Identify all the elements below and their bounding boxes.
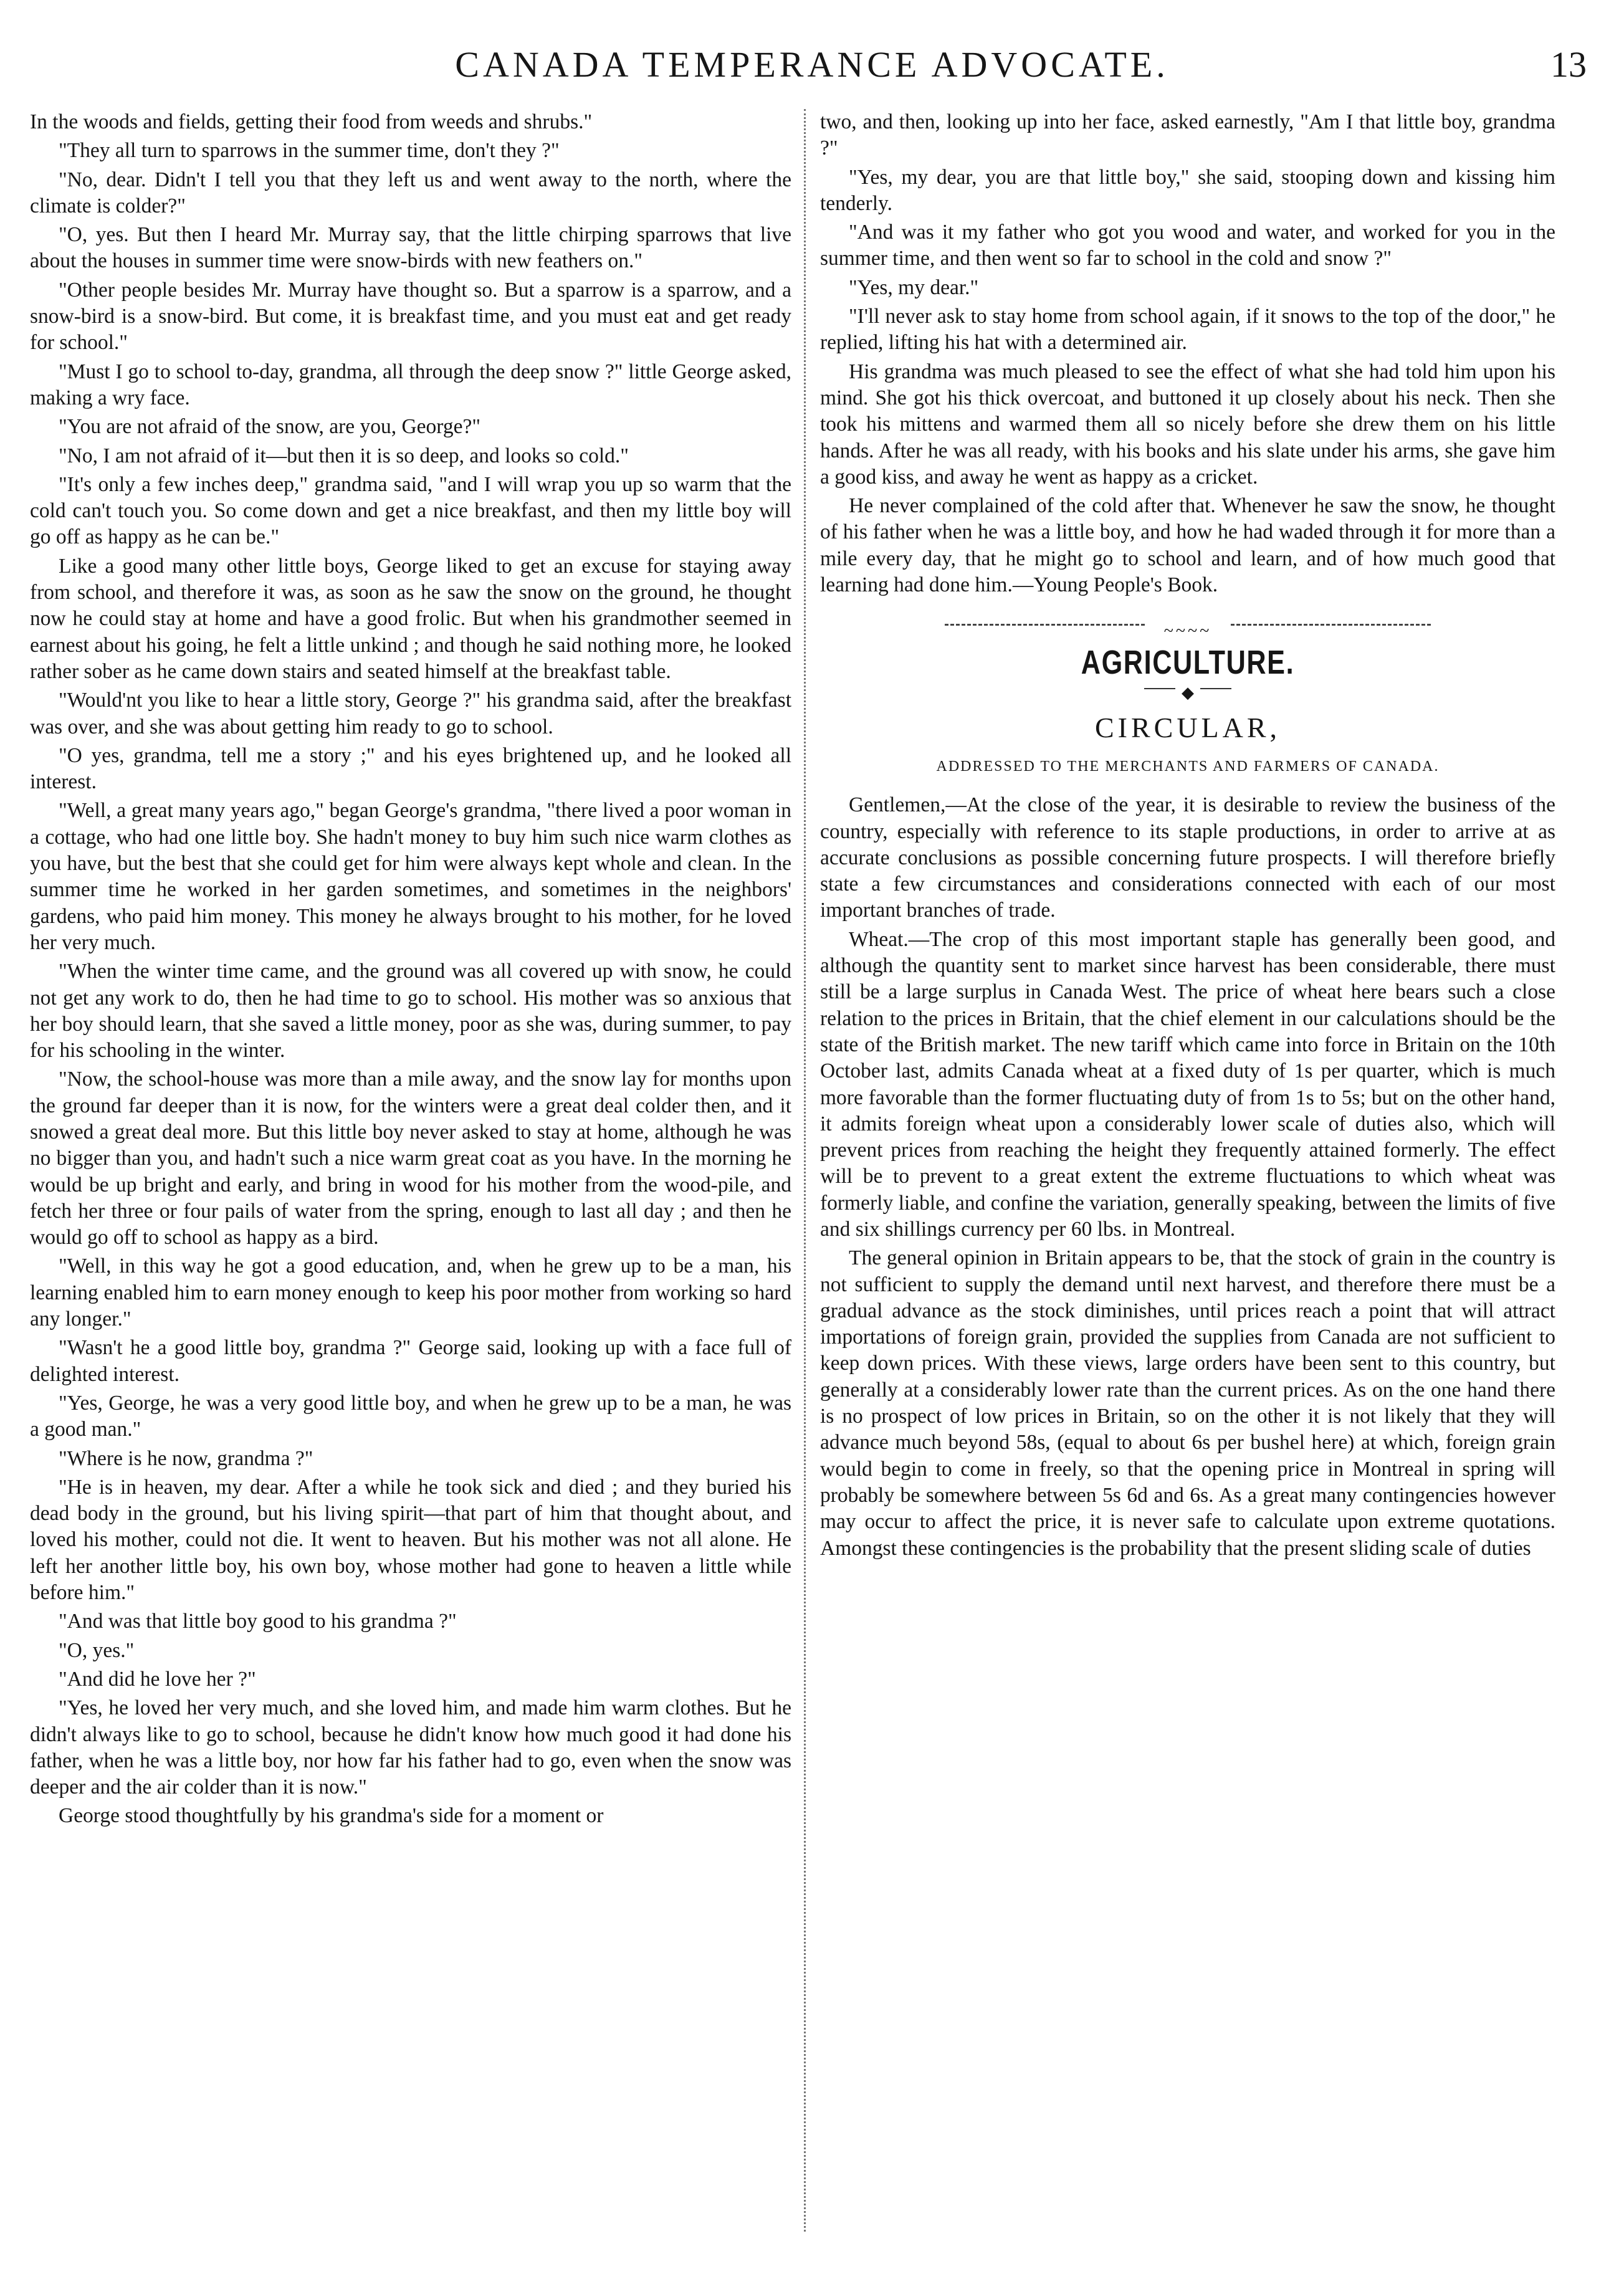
paragraph: "O, yes." [59,1638,135,1662]
paragraph: He never complained of the cold after that. Whenever he saw the snow, he thought of his father when he was a little boy, and how he had waded through it for more than a mile every day, that he might go to school and learn, and of how much good that learning had done him.—Young People's Book. [820,494,1555,597]
paragraph: "When the winter time came, and the ground was all covered up with snow, he could not get any work to do, then he had time to go to school. His mother was so anxious that her boy should learn, that she saved a little money, poor as she was, during summer, to pay for his schooling in the winter. [30,960,791,1063]
circular-subtitle: ADDRESSED TO THE MERCHANTS AND FARMERS OF CANADA. [936,758,1440,775]
paragraph: "I'll never ask to stay home from school again, if it snows to the top of the door," he replied, lifting his hat with a determined air. [820,305,1555,355]
paragraph: "Would'nt you like to hear a little story, George ?" his grandma said, after the breakfast was over, and she was about getting him ready to go to school. [30,689,791,738]
paragraph: "Well, a great many years ago," began George's grandma, "there lived a poor woman in a cottage, who had one little boy. She hadn't money to buy him such nice warm clothes as you have, but the best that she could get for him were always kept whole and clean. In the summer time he worked in her garden sometimes, and sometimes in the neighbors' gardens, who paid him money. This money he always brought to his mother, for he loved her very much. [30,799,791,954]
diamond-icon: ◆ [1175,684,1200,702]
paragraph: "And did he love her ?" [59,1667,256,1691]
circular-title: CIRCULAR, [1094,711,1281,743]
paragraph: In the woods and fields, getting their food from weeds and shrubs." [30,110,593,133]
section-heading: AGRICULTURE. [1081,644,1295,682]
page-header [37,44,1587,106]
paragraph: "Wasn't he a good little boy, grandma ?" George said, looking up with a face full of delighted interest. [30,1336,791,1386]
heading-rule [820,680,1555,702]
paragraph: "Well, in this way he got a good education, and, when he grew up to be a man, his learning enabled him to earn money enough to keep his poor mother from working so hard any longer." [30,1254,791,1331]
paragraph: "Yes, my dear, you are that little boy," she said, stooping down and kissing him tenderly. [820,165,1555,215]
paragraph: "You are not afraid of the snow, are you, George?" [59,415,481,439]
paragraph: "They all turn to sparrows in the summer time, don't they ?" [59,139,560,163]
paragraph: "No, I am not afraid of it—but then it is so deep, and looks so cold." [59,444,629,467]
paragraph: "Yes, my dear." [849,275,979,299]
paragraph: "Must I go to school to-day, grandma, all through the deep snow ?" little George asked, making a wry face. [30,360,791,409]
paragraph: Gentlemen,—At the close of the year, it is desirable to review the business of the country, especially with reference to its staple productions, in order to arrive at as accurate conclusions as possible concerning future prospects. I will therefore briefly state a few circumstances and considerations connected with each of our most important branches of trade. [820,793,1555,922]
column-divider [804,109,806,2232]
page-title: CANADA TEMPERANCE ADVOCATE. [455,44,1169,85]
paragraph: Wheat.—The crop of this most important staple has generally been good, and although the quantity sent to market since harvest has been considerable, there must still be a large surplus in Canada West. The price of wheat here bears such a close relation to the prices in Britain, that the chief element in our calculations should be the state of the British market. The new tariff which came into force in Britain on the 10th October last, admits Canada wheat at a fixed duty of 1s per quarter, which is much more favorable than the former fluctuating duty of from 1s to 5s; but on the other hand, it admits foreign wheat upon a considerably lower scale of duties also, which will prevent prices from reaching the height they frequently attained formerly. The effect will be to prevent to a great extent the extreme fluctuations to which wheat was formerly liable, and confine the variation, generally speaking, between the limits of five and six shillings currency per 60 lbs. in Montreal. [820,927,1555,1241]
paragraph: two, and then, looking up into her face, asked earnestly, "Am I that little boy, grandma ?" [820,110,1555,160]
paragraph: "And was that little boy good to his grandma ?" [59,1610,457,1633]
paragraph: "Where is he now, grandma ?" [59,1446,313,1470]
left-column [30,109,791,2244]
section-divider-ornament: ~~~~ [820,617,1555,632]
paragraph: "He is in heaven, my dear. After a while he took sick and died ; and they buried his dead body in the ground, but his living spirit—that part of him that thought about, and loved his mother, could not die. It went to heaven. But his mother was not all alone. He left her another little boy, his own boy, whose mother had gone to heaven a little while before him." [30,1475,791,1605]
paragraph: His grandma was much pleased to see the effect of what she had told him upon his mind. She got his thick overcoat, and buttoned it up closely about his neck. Then she took his mittens and warmed them all so nicely before she drew them on his little hands. After he was all ready, with his books and his slate under his arms, she gave him a good kiss, and away he went as happy as a cricket. [820,360,1555,489]
paragraph: "O, yes. But then I heard Mr. Murray say, that the little chirping sparrows that live about the houses in summer time were snow-birds with new feathers on." [30,223,791,273]
paragraph: George stood thoughtfully by his grandma's side for a moment or [59,1804,604,1828]
paragraph: Like a good many other little boys, George liked to get an excuse for staying away from school, and therefore it was, as soon as he saw the snow on the ground, he thought now he could stay at home and have a good frolic. But when his grandmother seemed in earnest about his going, he felt a little unkind ; and though he said nothing more, he looked rather sober as he came down stairs and seated himself at the breakfast table. [30,554,791,683]
right-column [820,109,1555,2244]
paragraph: "Other people besides Mr. Murray have thought so. But a sparrow is a sparrow, and a snow-bird is a snow-bird. But come, it is breakfast time, and you must eat and get ready for school." [30,278,791,355]
paragraph: "And was it my father who got you wood and water, and worked for you in the summer time, and then went so far to school in the cold and snow ?" [820,221,1555,270]
page-number: 13 [1550,44,1587,85]
paragraph: The general opinion in Britain appears to be, that the stock of grain in the country is not sufficient to supply the demand until next harvest, and therefore there must be a gradual advance as the stock diminishes, until prices reach a point that will attract importations of foreign grain, provided the supplies from Canada are not sufficient to keep down prices. With these views, large orders have been sent to this country, but generally at a considerably lower rate than the current prices. As on the one hand there is no prospect of low prices in Britain, so on the other it is not likely that they will advance much beyond 58s, (equal to about 6s per bushel here) at which, foreign grain would begin to come in freely, so that the opening price in Montreal in spring will probably be somewhere between 5s 6d and 6s. As a great many contingencies however may occur to affect the price, it is never safe to calculate upon extreme quotations. Amongst these contingencies is the probability that the present sliding scale of duties [820,1246,1555,1560]
paragraph: "Now, the school-house was more than a mile away, and the snow lay for months upon the ground far deeper than it is now, for the winters were a great deal colder then, and it snowed a great deal more. But this little boy never asked to stay at home, although he was no bigger than you, and hadn't such a nice warm great coat as you have. In the morning he would be up bright and early, and bring in wood for his mother from the wood-pile, and fetch her three or four pails of water from the spring, enough to last all day ; and then he would go off to school as happy as a bird. [30,1068,791,1249]
paragraph: "No, dear. Didn't I tell you that they left us and went away to the north, where the climate is colder?" [30,168,791,217]
paragraph: "O yes, grandma, tell me a story ;" and his eyes brightened up, and he looked all interest. [30,743,791,794]
paragraph: "It's only a few inches deep," grandma said, "and I will wrap you up so warm that the cold can't touch you. So come down and get a nice breakfast, and then my little boy will go off as happy as he can be." [30,472,791,549]
paragraph: "Yes, he loved her very much, and she loved him, and made him warm clothes. But he didn't always like to go to school, because he didn't know how much good it had done his father, when he was a little boy, nor how far his father had to go, even when the snow was deeper and the air colder than it is now." [30,1696,791,1799]
paragraph: "Yes, George, he was a very good little boy, and when he grew up to be a man, he was a good man." [30,1391,791,1441]
